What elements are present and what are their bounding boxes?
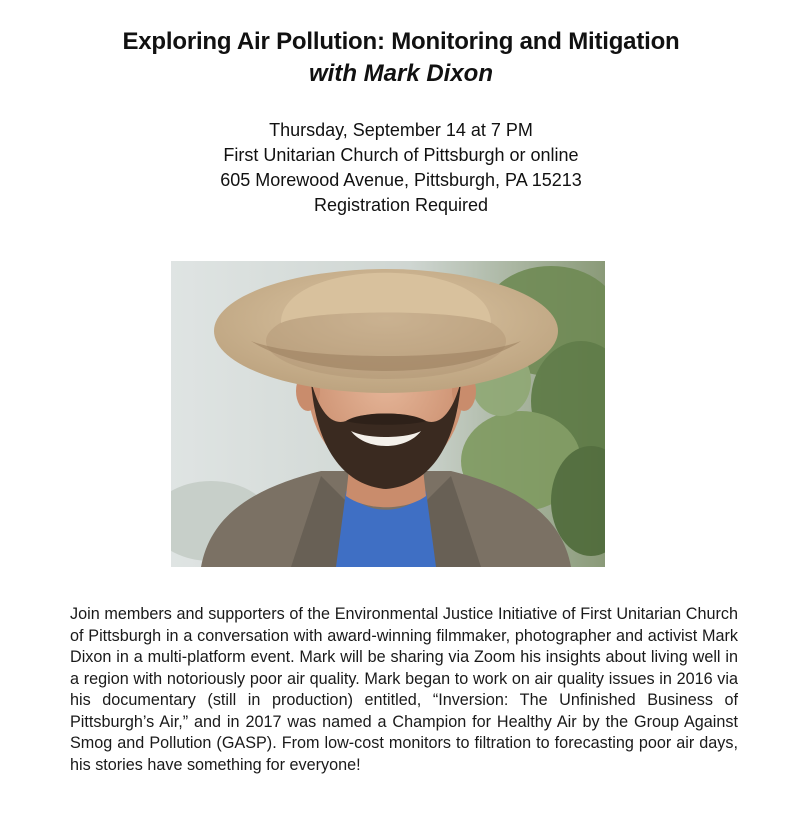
speaker-photo xyxy=(171,261,605,567)
event-address: 605 Morewood Avenue, Pittsburgh, PA 15213 xyxy=(220,170,582,190)
event-subtitle: with Mark Dixon xyxy=(308,60,494,87)
event-date-time: Thursday, September 14 at 7 PM xyxy=(269,120,533,140)
event-venue: First Unitarian Church of Pittsburgh or online xyxy=(223,145,579,165)
event-header xyxy=(0,26,802,90)
event-details xyxy=(0,118,802,218)
event-title: Exploring Air Pollution: Monitoring and Mitigation xyxy=(122,28,680,55)
event-registration-note: Registration Required xyxy=(313,195,489,215)
event-description: Join members and supporters of the Environmental Justice Initiative of First Unitarian Church of Pittsburgh in a conversation with award-winning filmmaker, photographer and activist Mark Dixon in a multi-platform event. Mark will be sharing via Zoom his insights about living well in a region with notoriously poor air quality. Mark began to work on air quality issues in 2016 via his documentary (still in production) entitled, “Inversion: The Unfinished Business of Pittsburgh’s Air,” and in 2017 was named a Champion for Healthy Air by the Group Against Smog and Pollution (GASP). From low-cost monitors to filtration to forecasting poor air days, his stories have something for everyone! xyxy=(70,605,738,774)
